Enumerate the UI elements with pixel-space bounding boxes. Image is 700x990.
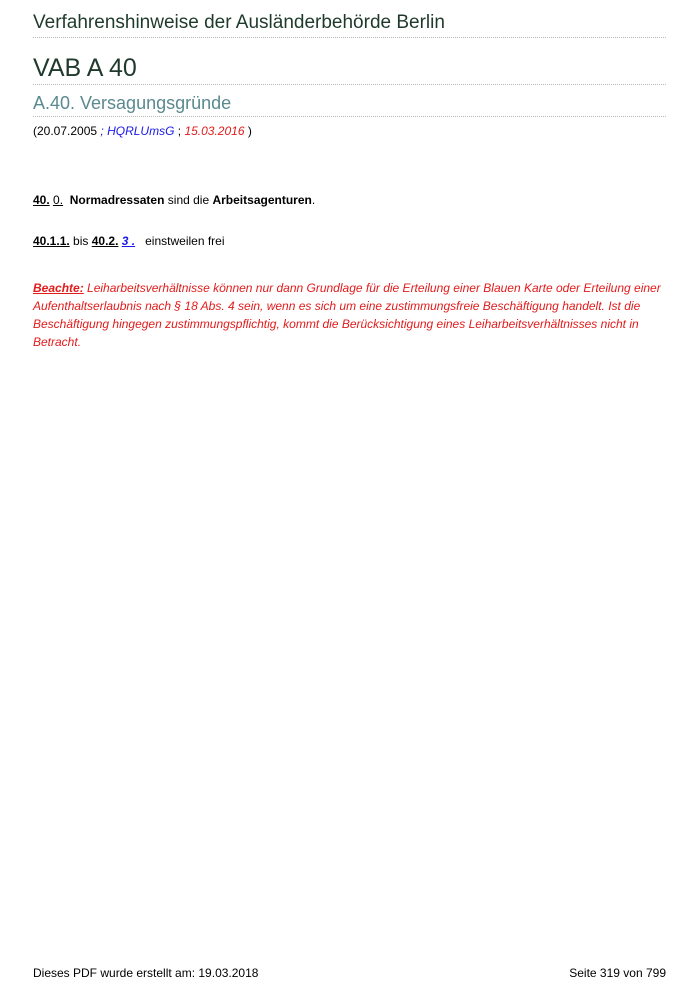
paragraph-number-from: 40.1.1. (33, 234, 70, 248)
term-normadressaten: Normadressaten (69, 193, 165, 207)
paragraph-number-to-sub: 3 . (121, 234, 136, 248)
amendment-law: HQRLUmsG (107, 124, 175, 138)
section-title: A.40. Versagungsgründe (33, 92, 666, 117)
doc-title: VAB A 40 (33, 54, 666, 85)
site-title: Verfahrenshinweise der Ausländerbehörde Berlin (33, 12, 666, 38)
dates-close: ) (244, 124, 252, 138)
beachte-note (33, 279, 666, 351)
paragraph-number-to: 40.2. (91, 234, 119, 248)
paragraph-reserved-text: einstweilen frei (145, 234, 225, 248)
version-dates (33, 124, 252, 138)
paragraph-end: . (311, 193, 316, 207)
paragraph-subnumber: 0. (53, 193, 64, 207)
note-text: Leiharbeitsverhältnisse können nur dann Grundlage für die Erteilung einer Blauen Karte oder Erteilung einer Aufenthaltserlaubnis nach § 18 Abs. 4 sein, wenn es sich um eine zustimmungsfreie Beschäftigung handelt. Ist die Beschäftigung hingegen zustimmungspflichtig, kommt die Berücksichtigung eines Leiharbeitsverhältnisses nicht in Betracht. (33, 281, 661, 349)
note-label: Beachte: (33, 281, 84, 295)
date-separator: ; (174, 124, 185, 138)
amendment-date: 15.03.2016 (184, 124, 245, 138)
paragraph-40-1-1 (33, 234, 225, 248)
paragraph-range-word: bis (69, 234, 92, 248)
paragraph-number: 40. (33, 193, 50, 207)
page-number: Seite 319 von 799 (569, 966, 666, 980)
original-date: (20.07.2005 (33, 124, 98, 138)
pdf-created-date: Dieses PDF wurde erstellt am: 19.03.2018 (33, 966, 259, 980)
date-separator: ; (97, 124, 108, 138)
term-arbeitsagenturen: Arbeitsagenturen (212, 193, 312, 207)
paragraph-40-0 (33, 193, 315, 207)
paragraph-text: sind die (164, 193, 213, 207)
